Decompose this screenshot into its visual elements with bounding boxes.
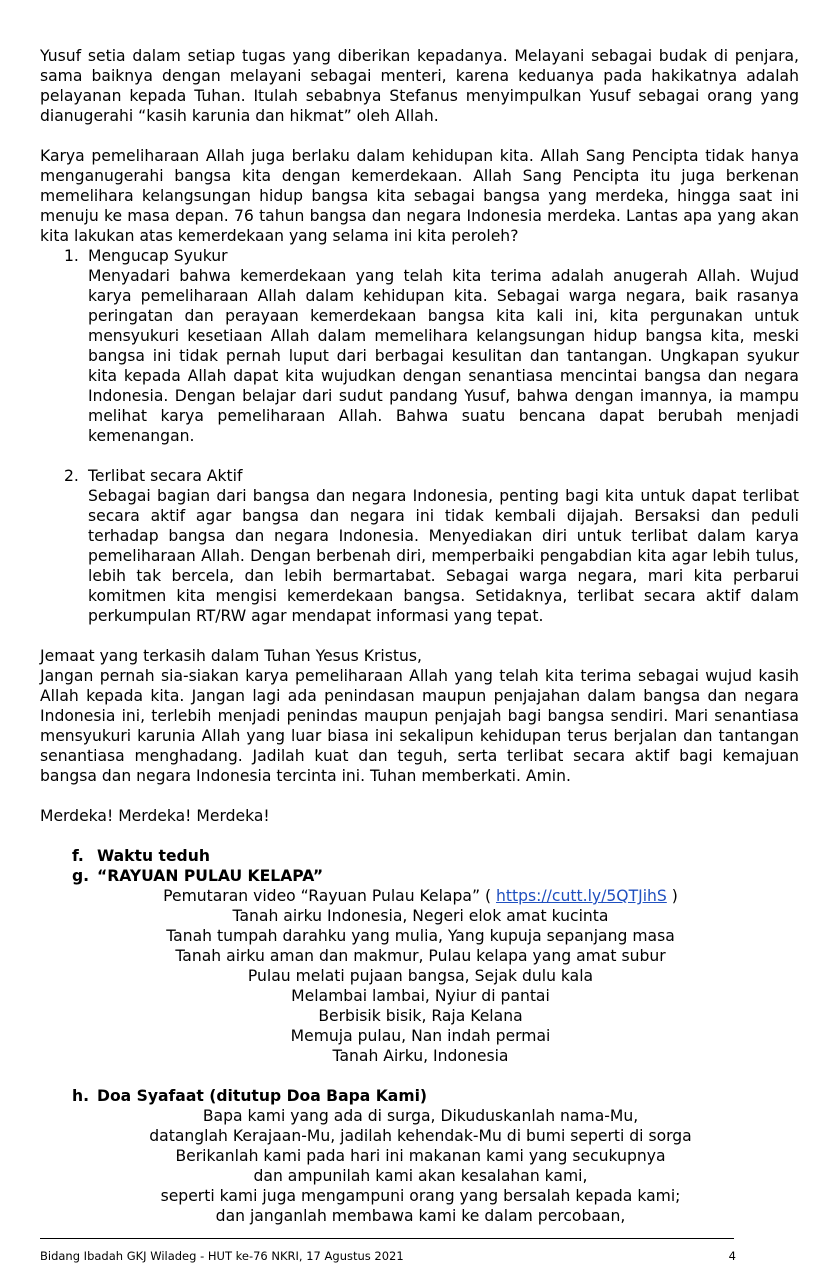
footer-divider xyxy=(40,1238,734,1239)
section-letter: g. xyxy=(72,867,90,885)
lyric-line: Tanah airku Indonesia, Negeri elok amat kucinta xyxy=(232,907,609,925)
paragraph-yusuf: Yusuf setia dalam setiap tugas yang diberikan kepadanya. Melayani sebagai budak di penjara, sama baiknya dengan melayani sebagai menteri, karena keduanya pada hakikatnya adalah pelayanan kepada Tuhan. Itulah sebabnya Stefanus menyimpulkan Yusuf sebagai orang yang dianugerahi “kasih karunia dan hikmat” oleh Allah. xyxy=(40,47,799,125)
list-item-title: Terlibat secara Aktif xyxy=(88,467,243,485)
lyric-line: Melambai lambai, Nyiur di pantai xyxy=(291,987,550,1005)
lyric-line: Pulau melati pujaan bangsa, Sejak dulu kala xyxy=(247,967,594,985)
section-letter: h. xyxy=(72,1087,90,1105)
list-number: 1. xyxy=(64,247,79,265)
paragraph-pemeliharaan: Karya pemeliharaan Allah juga berlaku dalam kehidupan kita. Allah Sang Pencipta tidak hanya menganugerahi bangsa kita dengan kemerdekaan. Allah Sang Pencipta itu juga berkenan memelihara kelangsungan hidup bangsa kita sebagai bangsa yang merdeka, hingga saat ini menuju ke masa depan. 76 tahun bangsa dan negara Indonesia merdeka. Lantas apa yang akan kita lakukan atas kemerdekaan yang selama ini kita peroleh? xyxy=(40,147,799,245)
numbered-list xyxy=(40,246,799,626)
section-title: Waktu teduh xyxy=(97,847,210,865)
section-title: Doa Syafaat (ditutup Doa Bapa Kami) xyxy=(97,1087,428,1105)
section-letter: f. xyxy=(72,847,84,865)
prayer-line: Berikanlah kami pada hari ini makanan kami yang secukupnya xyxy=(175,1147,666,1165)
lyric-line: Tanah Airku, Indonesia xyxy=(332,1047,509,1065)
video-suffix: ) xyxy=(666,887,678,905)
section-h-heading xyxy=(40,1086,799,1106)
song-block xyxy=(40,886,799,1066)
document-page xyxy=(40,46,799,1226)
list-item-body: Menyadari bahwa kemerdekaan yang telah kita terima adalah anugerah Allah. Wujud karya pemeliharaan Allah dalam kehidupan kita. Sebagai warga negara, baik rasanya peringatan dan perayaan kemerdekaan bangsa kita kali ini, kita pergunakan untuk mensyukuri kesetiaan Allah dalam memelihara kelangsungan hidup bangsa kita, meski bangsa ini tidak pernah luput dari berbagai kesulitan dan tantangan. Ungkapan syukur kita kepada Allah dapat kita wujudkan dengan senantiasa mencintai bangsa dan negara Indonesia. Dengan belajar dari sudut pandang Yusuf, bahwa dengan imannya, ia mampu melihat karya pemeliharaan Allah. Bahwa suatu bencana dapat berubah menjadi kemenangan. xyxy=(88,267,799,445)
merdeka-line: Merdeka! Merdeka! Merdeka! xyxy=(40,807,270,825)
list-number: 2. xyxy=(64,467,79,485)
list-item-title: Mengucap Syukur xyxy=(88,247,228,265)
footer-text: Bidang Ibadah GKJ Wiladeg - HUT ke-76 NKRI, 17 Agustus 2021 xyxy=(40,1249,404,1263)
list-item-body: Sebagai bagian dari bangsa dan negara Indonesia, penting bagi kita untuk dapat terlibat secara aktif agar bangsa dan negara ini tidak kembali dijajah. Bersaksi dan peduli terhadap bangsa dan negara Indonesia. Menyediakan diri untuk terlibat dalam karya pemeliharaan Allah. Dengan berbenah diri, memperbaiki pengabdian kita agar lebih tulus, lebih tak bercela, dan lebih bermartabat. Sebagai warga negara, mari kita perbarui komitmen kita mengisi kemerdekaan bangsa. Setidaknya, terlibat secara aktif dalam perkumpulan RT/RW agar mendapat informasi yang tepat. xyxy=(88,487,799,625)
section-g-heading xyxy=(40,866,799,886)
section-f-heading xyxy=(40,846,799,866)
video-line xyxy=(82,886,759,906)
prayer-line: dan ampunilah kami akan kesalahan kami, xyxy=(253,1167,588,1185)
lyric-line: Memuja pulau, Nan indah permai xyxy=(290,1027,551,1045)
paragraph-closing: Jangan pernah sia-siakan karya pemeliharaan Allah yang telah kita terima sebagai wujud kasih Allah kepada kita. Jangan lagi ada penindasan maupun penjajahan dalam bangsa dan negara Indonesia ini, terlebih menjadi penindas maupun penjajah bagi bangsa sendiri. Mari senantiasa mensyukuri karunia Allah yang luar biasa ini sekalipun kehidupan terus berjalan dan tantangan senantiasa menghadang. Jadilah kuat dan teguh, serta terlibat secara aktif bagi kemajuan bangsa dan negara Indonesia tercinta ini. Tuhan memberkati. Amin. xyxy=(40,667,799,785)
video-link[interactable]: https://cutt.ly/5QTJihS xyxy=(496,887,667,905)
section-title: “RAYUAN PULAU KELAPA” xyxy=(97,867,324,885)
greeting: Jemaat yang terkasih dalam Tuhan Yesus Kristus, xyxy=(40,647,422,665)
prayer-line: datanglah Kerajaan-Mu, jadilah kehendak-Mu di bumi seperti di sorga xyxy=(149,1127,692,1145)
lyric-line: Tanah tumpah darahku yang mulia, Yang kupuja sepanjang masa xyxy=(166,927,675,945)
prayer-line: dan janganlah membawa kami ke dalam percobaan, xyxy=(215,1207,626,1225)
page-number: 4 xyxy=(728,1249,736,1263)
list-item xyxy=(40,466,799,626)
prayer-line: seperti kami juga mengampuni orang yang bersalah kepada kami; xyxy=(160,1187,681,1205)
lyric-line: Berbisik bisik, Raja Kelana xyxy=(318,1007,523,1025)
prayer-block xyxy=(40,1106,799,1226)
lyric-line: Tanah airku aman dan makmur, Pulau kelapa yang amat subur xyxy=(175,947,666,965)
prayer-line: Bapa kami yang ada di surga, Dikuduskanlah nama-Mu, xyxy=(202,1107,639,1125)
video-prefix: Pemutaran video “Rayuan Pulau Kelapa” ( xyxy=(163,887,497,905)
list-item xyxy=(40,246,799,446)
